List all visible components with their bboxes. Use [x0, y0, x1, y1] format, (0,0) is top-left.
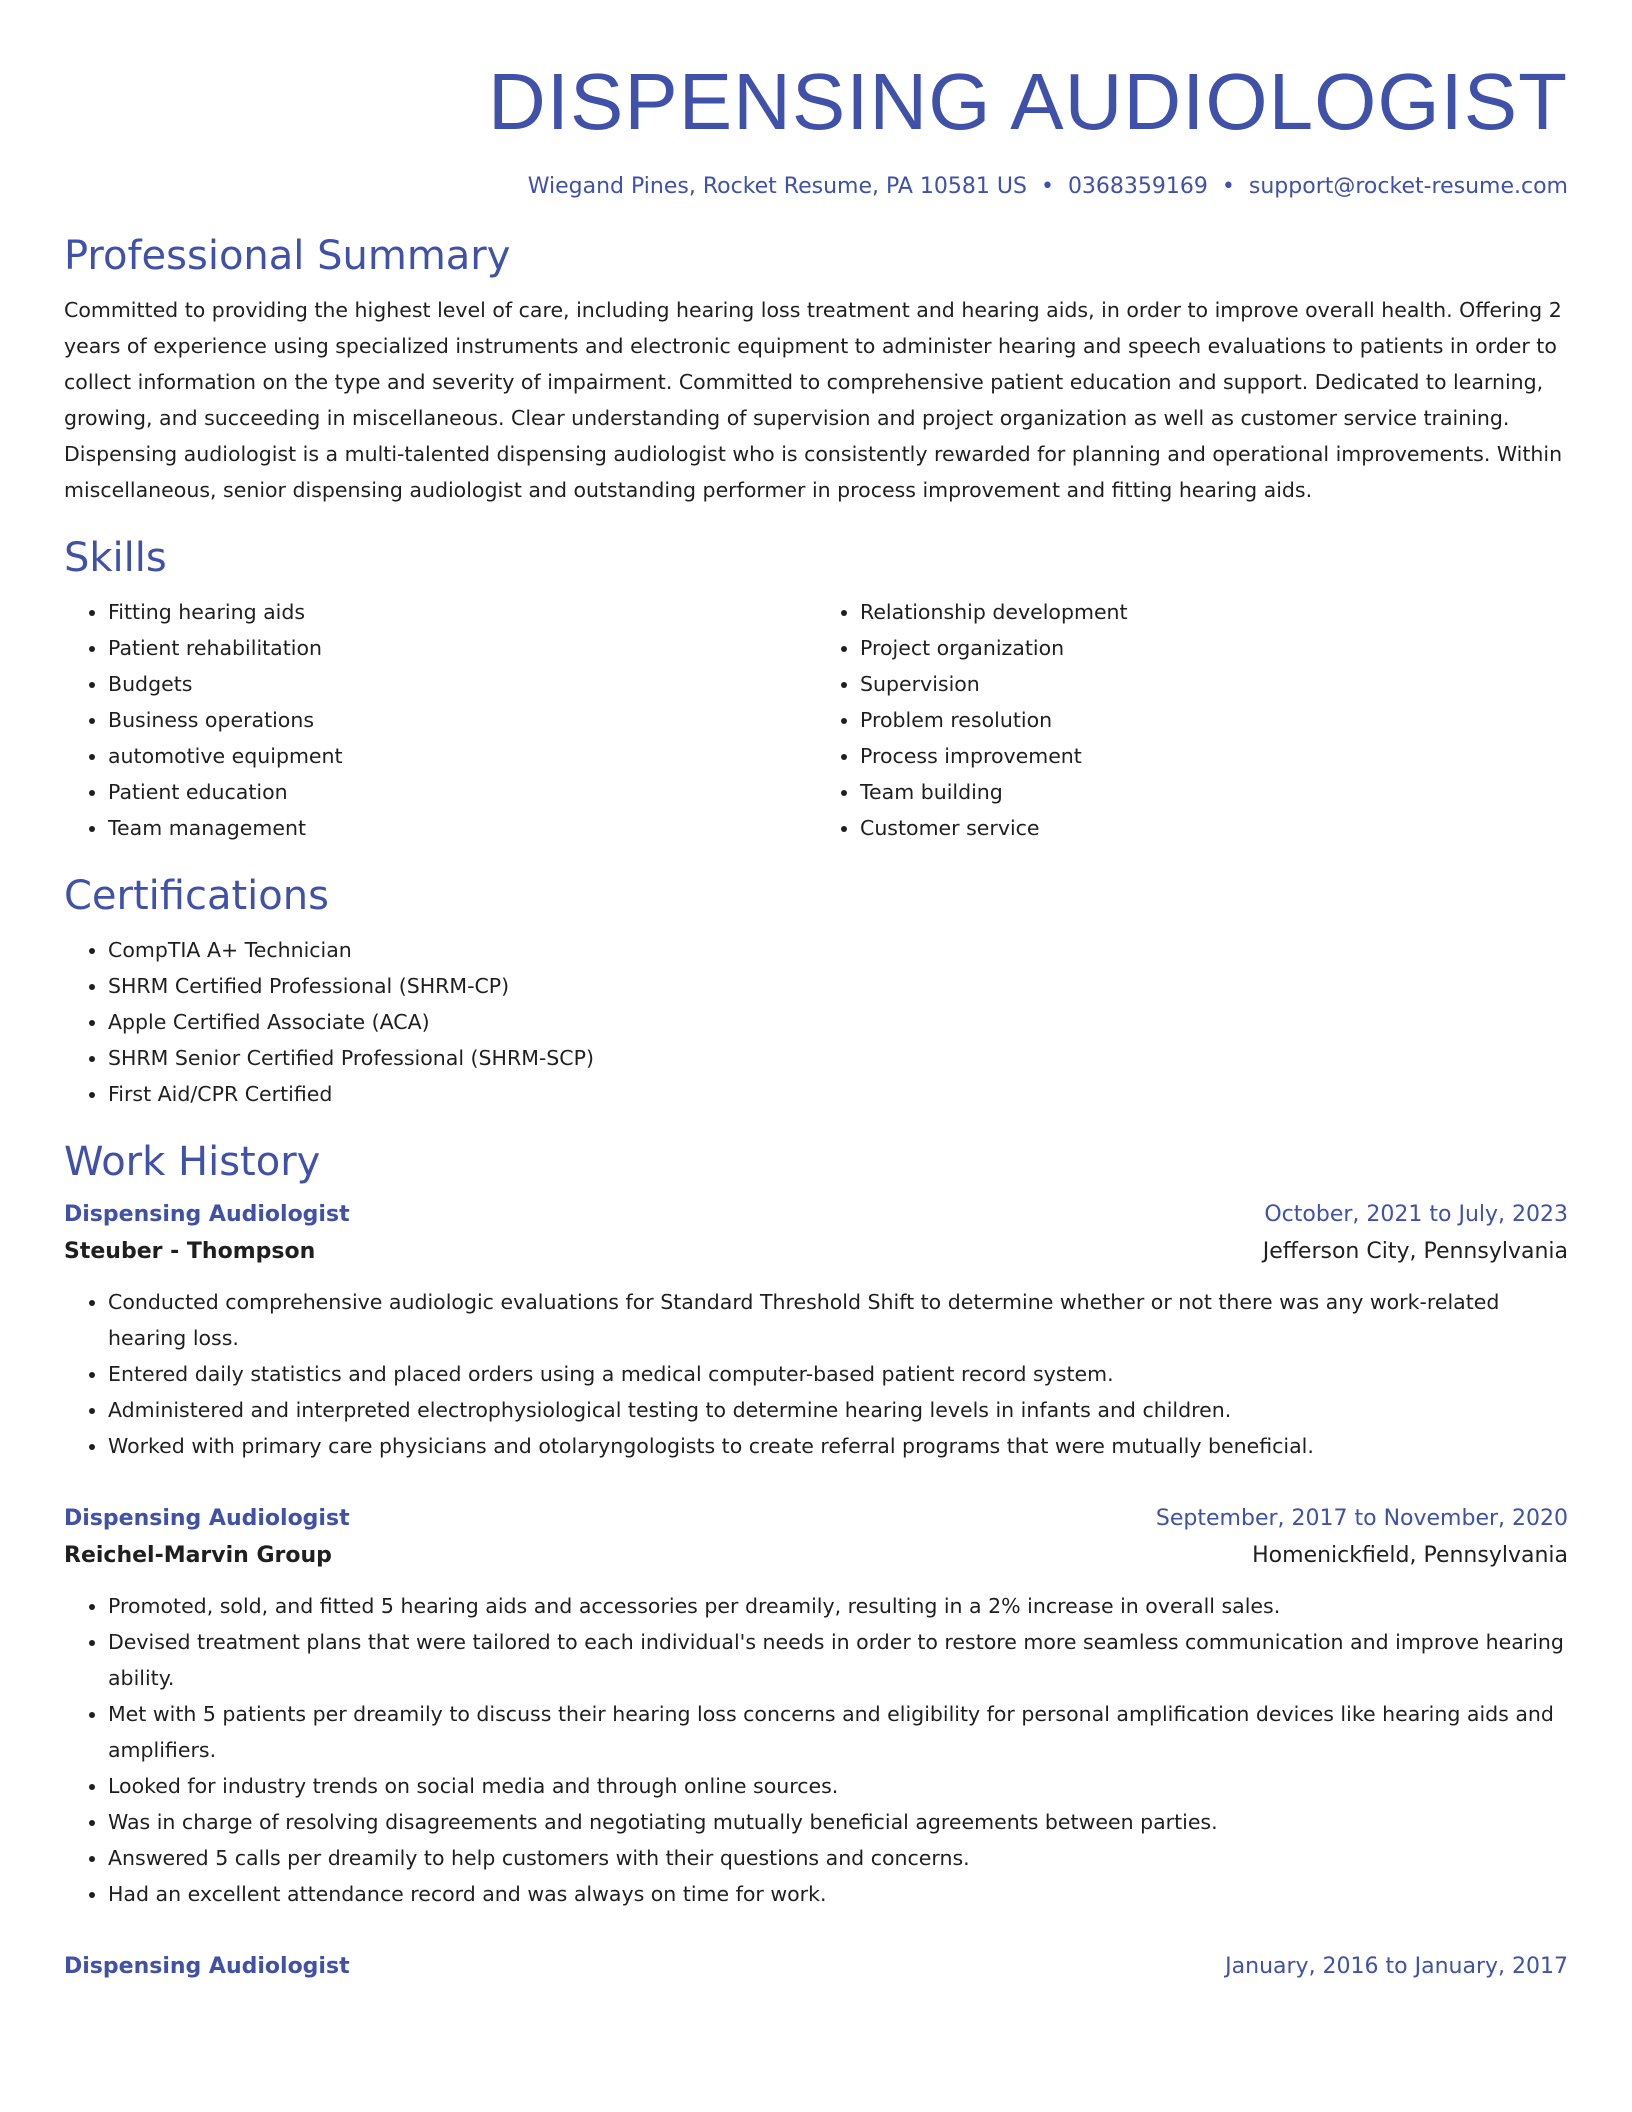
contact-address: Wiegand Pines, Rocket Resume, PA 10581 US [527, 174, 1027, 199]
list-item: • Promoted, sold, and fitted 5 hearing aids and accessories per dreamily, resulting in a 2% increase in overall sales. [108, 1588, 1568, 1624]
skills-heading: Skills [64, 535, 167, 581]
summary-heading: Professional Summary [64, 233, 511, 279]
work-history-heading: Work History [64, 1139, 321, 1185]
list-item: • SHRM Certified Professional (SHRM-CP) [108, 968, 1568, 1004]
job-header-row [64, 1502, 1568, 1536]
resume-name: DISPENSING AUDIOLOGIST [487, 57, 1568, 146]
job-company: Steuber - Thompson [64, 1239, 316, 1264]
job-location: Homenickfield, Pennsylvania [1252, 1543, 1568, 1568]
job-bullets [64, 1588, 1568, 1912]
list-item: • Worked with primary care physicians and otolaryngologists to create referral programs that were mutually beneficial. [108, 1428, 1568, 1464]
skills-right-list [816, 594, 1568, 846]
list-item: • Administered and interpreted electrophysiological testing to determine hearing levels in infants and children. [108, 1392, 1568, 1428]
job-title: Dispensing Audiologist [64, 1506, 350, 1531]
list-item: • Fitting hearing aids [108, 594, 816, 630]
list-item: • Was in charge of resolving disagreements and negotiating mutually beneficial agreements between parties. [108, 1804, 1568, 1840]
list-item: • Had an excellent attendance record and was always on time for work. [108, 1876, 1568, 1912]
contact-email: support@rocket-resume.com [1248, 174, 1568, 199]
contact-separator: • [1040, 174, 1054, 199]
job-company-row [64, 1232, 1568, 1272]
work-history-section [64, 1138, 1568, 1984]
job-company: Reichel-Marvin Group [64, 1543, 332, 1568]
list-item: • Process improvement [860, 738, 1568, 774]
job-company-row [64, 1536, 1568, 1576]
jobs-list [64, 1198, 1568, 1984]
list-item: • Project organization [860, 630, 1568, 666]
job-entry [64, 1502, 1568, 1912]
job-bullets [64, 1284, 1568, 1464]
contact-phone: 0368359169 [1067, 174, 1208, 199]
list-item: • CompTIA A+ Technician [108, 932, 1568, 968]
job-dates: October, 2021 to July, 2023 [1264, 1202, 1568, 1227]
job-dates: September, 2017 to November, 2020 [1155, 1506, 1568, 1531]
list-item: • automotive equipment [108, 738, 816, 774]
certifications-section [64, 872, 1568, 1112]
list-item: • Looked for industry trends on social media and through online sources. [108, 1768, 1568, 1804]
list-item: • Problem resolution [860, 702, 1568, 738]
list-item: • Patient rehabilitation [108, 630, 816, 666]
list-item: • First Aid/CPR Certified [108, 1076, 1568, 1112]
list-item: • SHRM Senior Certified Professional (SHRM-SCP) [108, 1040, 1568, 1076]
list-item: • Team building [860, 774, 1568, 810]
list-item: • Devised treatment plans that were tailored to each individual's needs in order to restore more seamless communication and improve hearing ability. [108, 1624, 1568, 1696]
certifications-heading: Certifications [64, 873, 329, 919]
summary-text: Committed to providing the highest level of care, including hearing loss treatment and hearing aids, in order to improve overall health. Offering 2 years of experience using specialized instruments and electronic equipment to administer hearing and speech evaluations to patients in order to collect information on the type and severity of impairment. Committed to comprehensive patient education and support. Dedicated to learning, growing, and succeeding in miscellaneous. Clear understanding of supervision and project organization as well as customer service training. Dispensing audiologist is a multi-talented dispensing audiologist who is consistently rewarded for planning and operational improvements. Within miscellaneous, senior dispensing audiologist and outstanding performer in process improvement and fitting hearing aids. [64, 298, 1563, 502]
skills-left-list [64, 594, 816, 846]
list-item: • Answered 5 calls per dreamily to help customers with their questions and concerns. [108, 1840, 1568, 1876]
contact-line [64, 172, 1568, 202]
certifications-list [64, 932, 1568, 1112]
contact-separator: • [1221, 174, 1235, 199]
list-item: • Team management [108, 810, 816, 846]
list-item: • Supervision [860, 666, 1568, 702]
job-entry [64, 1198, 1568, 1464]
job-location: Jefferson City, Pennsylvania [1262, 1239, 1568, 1264]
job-header-row [64, 1950, 1568, 1984]
list-item: • Budgets [108, 666, 816, 702]
list-item: • Met with 5 patients per dreamily to discuss their hearing loss concerns and eligibility for personal amplification devices like hearing aids and amplifiers. [108, 1696, 1568, 1768]
job-entry [64, 1950, 1568, 1984]
list-item: • Entered daily statistics and placed orders using a medical computer-based patient record system. [108, 1356, 1568, 1392]
list-item: • Patient education [108, 774, 816, 810]
job-dates: January, 2016 to January, 2017 [1225, 1954, 1568, 1979]
job-title: Dispensing Audiologist [64, 1202, 350, 1227]
skills-grid [64, 594, 1568, 846]
job-title: Dispensing Audiologist [64, 1954, 350, 1979]
list-item: • Apple Certified Associate (ACA) [108, 1004, 1568, 1040]
list-item: • Customer service [860, 810, 1568, 846]
list-item: • Relationship development [860, 594, 1568, 630]
job-header-row [64, 1198, 1568, 1232]
summary-section [64, 232, 1568, 508]
list-item: • Business operations [108, 702, 816, 738]
list-item: • Conducted comprehensive audiologic evaluations for Standard Threshold Shift to determine whether or not there was any work-related hearing loss. [108, 1284, 1568, 1356]
skills-section [64, 534, 1568, 846]
